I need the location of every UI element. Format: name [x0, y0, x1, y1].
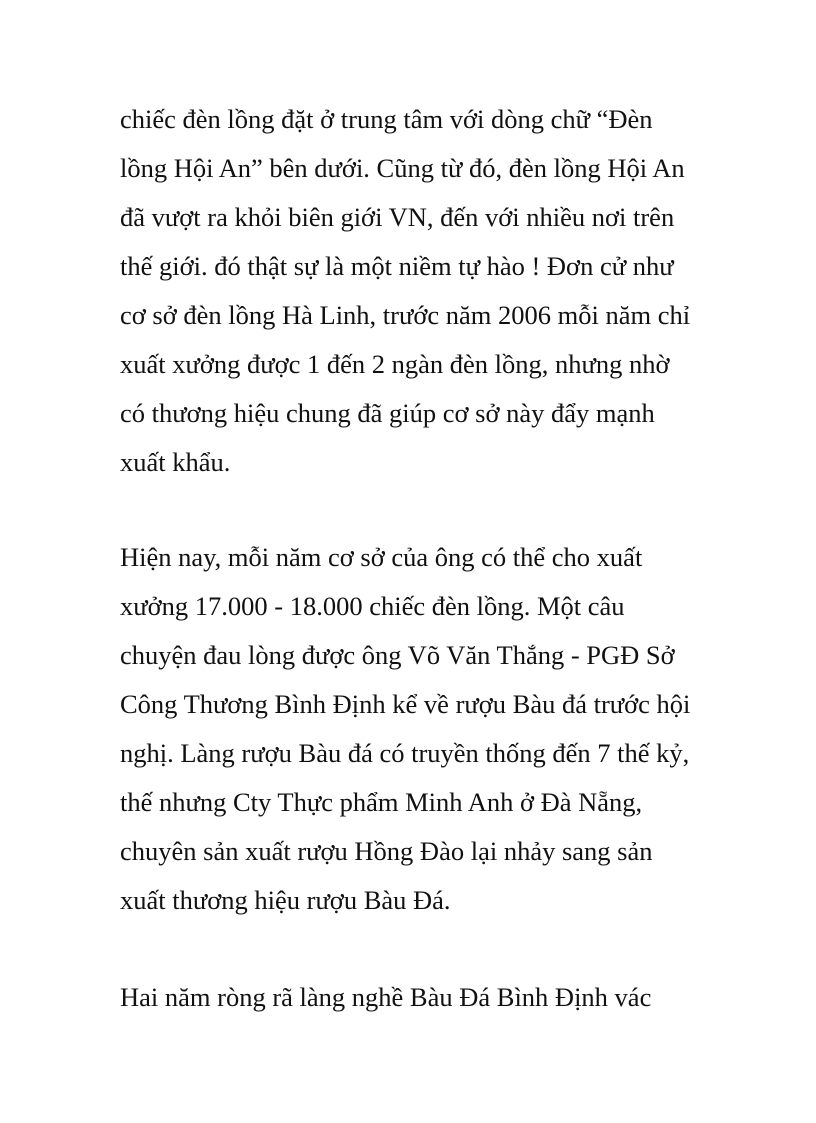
- text-line: nghị. Làng rượu Bàu đá có truyền thống đến 7 thế kỷ,: [120, 738, 690, 768]
- text-line: Hiện nay, mỗi năm cơ sở của ông có thể cho xuất: [120, 542, 643, 572]
- paragraph-1: [120, 95, 720, 487]
- text-line: chuyện đau lòng được ông Võ Văn Thắng - PGĐ Sở: [120, 640, 675, 670]
- text-line: xưởng 17.000 - 18.000 chiếc đèn lồng. Một câu: [120, 591, 625, 621]
- text-line: chuyên sản xuất rượu Hồng Đào lại nhảy sang sản: [120, 836, 653, 866]
- text-line: thế giới. đó thật sự là một niềm tự hào ! Đơn cử như: [120, 251, 674, 281]
- paragraph-2: [120, 533, 720, 925]
- text-line: có thương hiệu chung đã giúp cơ sở này đẩy mạnh: [120, 398, 655, 428]
- text-line: cơ sở đèn lồng Hà Linh, trước năm 2006 mỗi năm chỉ: [120, 300, 691, 330]
- text-line: Hai năm ròng rã làng nghề Bàu Đá Bình Định vác: [120, 982, 652, 1012]
- text-line: thế nhưng Cty Thực phẩm Minh Anh ở Đà Nẵng,: [120, 787, 643, 817]
- text-line: Công Thương Bình Định kể về rượu Bàu đá trước hội: [120, 689, 691, 719]
- text-line: đã vượt ra khỏi biên giới VN, đến với nhiều nơi trên: [120, 202, 675, 232]
- text-line: xuất xưởng được 1 đến 2 ngàn đèn lồng, nhưng nhờ: [120, 349, 670, 379]
- text-line: xuất khẩu.: [120, 447, 231, 477]
- text-line: chiếc đèn lồng đặt ở trung tâm với dòng chữ “Đèn: [120, 104, 653, 134]
- text-line: xuất thương hiệu rượu Bàu Đá.: [120, 885, 451, 915]
- text-line: lồng Hội An” bên dưới. Cũng từ đó, đèn lồng Hội An: [120, 153, 685, 183]
- paragraph-3: [120, 973, 720, 1022]
